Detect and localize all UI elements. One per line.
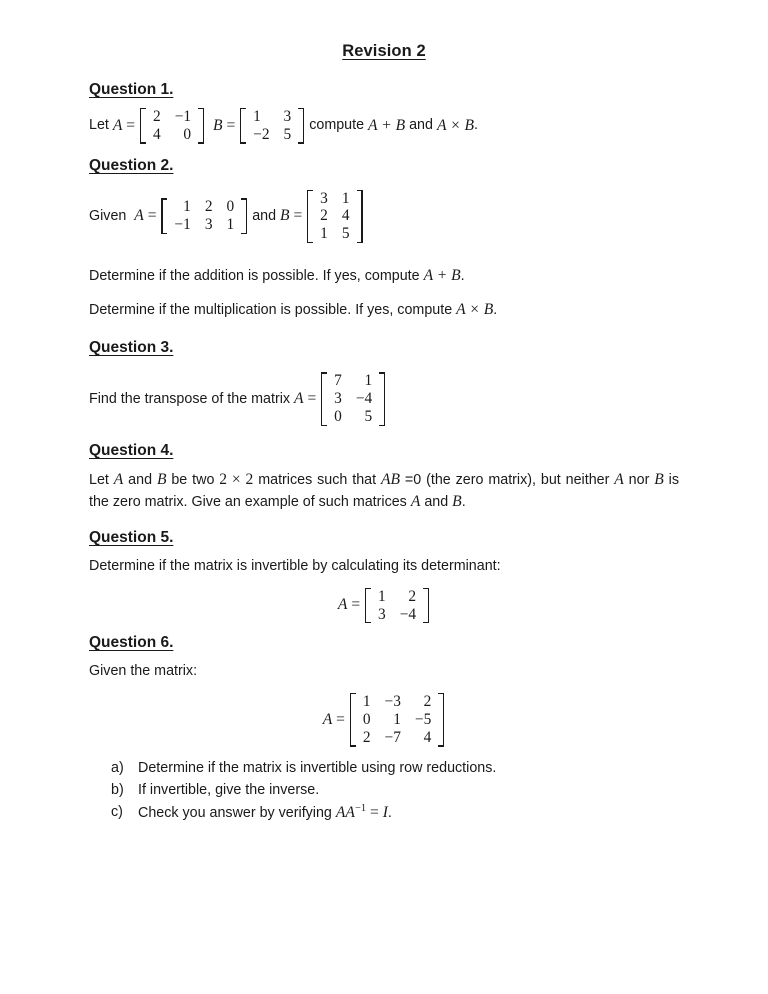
question-5-matrix-a <box>365 588 429 624</box>
matrix-row <box>327 372 379 390</box>
bracket-left-icon <box>307 190 313 244</box>
matrix-cell: 1 <box>183 198 191 216</box>
bracket-left-icon <box>161 198 167 234</box>
matrix-row <box>246 126 298 144</box>
bracket-left-icon <box>140 108 146 144</box>
matrix-cell: 0 <box>362 710 371 728</box>
question-2-heading <box>89 156 679 177</box>
q4-dimension: 2 × 2 <box>219 470 254 488</box>
q4-var-b2: B <box>654 470 664 488</box>
question-6-equals: = <box>332 710 349 728</box>
page-title: Revision 2 <box>342 42 426 60</box>
question-2-equation <box>89 190 679 244</box>
question-2-heading-text: Question 2. <box>89 156 174 174</box>
matrix-cell: 0 <box>226 198 235 216</box>
matrix-cell: −4 <box>399 605 417 623</box>
question-1-tail-3: . <box>474 117 479 134</box>
question-1-tail-1: compute <box>305 117 369 134</box>
bracket-left-icon <box>365 588 371 624</box>
question-1-tail-2: and <box>405 117 437 134</box>
matrix-cell: 1 <box>320 225 328 243</box>
matrix-row <box>146 126 198 144</box>
question-1-gap <box>205 116 213 135</box>
list-item <box>111 757 679 779</box>
matrix-row <box>167 216 241 234</box>
question-2-addition-line <box>89 265 679 288</box>
question-4-heading <box>89 441 679 462</box>
bracket-left-icon <box>350 693 356 747</box>
matrix-row <box>313 207 356 225</box>
spacer <box>89 255 679 265</box>
matrix-cell: −3 <box>384 693 401 710</box>
question-1-matrix-a <box>140 108 204 144</box>
matrix-cell: 3 <box>320 189 328 207</box>
matrix-row <box>327 408 379 426</box>
q4-t2: and <box>123 471 157 488</box>
matrix-row <box>356 729 438 747</box>
matrix-cell: 5 <box>364 408 373 425</box>
question-2-matrix-a <box>161 198 247 234</box>
q4-var-a2: A <box>614 470 624 488</box>
question-6-matrix-a-rows <box>356 693 438 747</box>
matrix-cell: 2 <box>408 587 417 605</box>
matrix-row <box>167 198 241 216</box>
question-5-matrix-a-rows <box>371 588 423 624</box>
matrix-cell: 1 <box>226 216 235 234</box>
question-2-matrix-b-rows <box>313 190 356 244</box>
matrix-cell: 0 <box>183 125 192 143</box>
matrix-cell: 1 <box>341 189 350 207</box>
question-1-lead: Let <box>89 117 113 134</box>
matrix-cell: 2 <box>320 207 328 225</box>
list-item <box>111 779 679 801</box>
question-1-var-a: A <box>112 116 123 134</box>
question-1-expr-2: A × B <box>436 116 475 134</box>
question-6-lead: Given the matrix: <box>89 663 198 680</box>
q6c-expr-equals: = <box>366 803 383 821</box>
bracket-right-icon <box>198 108 204 144</box>
question-2-matrix-a-rows <box>167 198 241 234</box>
matrix-row <box>146 108 198 126</box>
matrix-cell: 1 <box>362 693 371 710</box>
matrix-cell: 2 <box>362 728 371 746</box>
q4-t1: Let <box>89 471 114 488</box>
question-2-addition-text: Determine if the addition is possible. If yes, compute <box>89 268 424 285</box>
question-3-lead: Find the transpose of the matrix <box>89 390 295 407</box>
question-1-heading <box>89 80 679 101</box>
question-3-var-a: A <box>294 389 304 407</box>
question-2-addition-expr: A + B <box>423 267 461 285</box>
matrix-cell: 3 <box>334 390 342 408</box>
q4-t6: nor <box>623 471 655 488</box>
q4-var-a3: A <box>410 493 421 511</box>
question-2-mid: and <box>248 208 281 225</box>
matrix-row <box>356 693 438 711</box>
q4-t9: . <box>461 494 466 511</box>
matrix-cell: 1 <box>393 710 401 728</box>
question-2-var-a: A <box>134 207 144 225</box>
matrix-cell: 0 <box>334 408 342 425</box>
question-2-lead: Given <box>89 208 135 225</box>
bracket-right-icon <box>298 108 304 144</box>
matrix-cell: 1 <box>253 107 261 125</box>
question-2-var-b: B <box>280 207 290 225</box>
question-1-heading-text: Question 1. <box>89 81 174 98</box>
question-2-equals-a: = <box>143 207 161 225</box>
matrix-cell: 3 <box>283 107 292 125</box>
q6c-expr-identity: I <box>382 803 388 821</box>
q4-t5: =0 (the zero matrix), but neither <box>400 471 615 488</box>
q4-t7: is the zero matrix. Give an example of such matrices <box>89 471 679 511</box>
bracket-right-icon <box>438 693 444 747</box>
q4-var-b: B <box>156 470 167 488</box>
question-3-matrix-a-rows <box>327 372 379 426</box>
question-5-equation <box>89 588 679 624</box>
question-2-multiplication-period: . <box>493 301 498 318</box>
bracket-left-icon <box>321 372 327 426</box>
matrix-row <box>313 225 356 243</box>
question-1-matrix-b <box>240 108 304 144</box>
q4-var-b3: B <box>452 493 462 511</box>
list-item-marker: c) <box>111 803 123 820</box>
list-item-marker: b) <box>111 781 124 798</box>
bracket-right-icon <box>357 190 363 244</box>
question-2-multiplication-expr: A × B <box>456 300 494 318</box>
question-3-equation <box>89 372 679 426</box>
question-5-lead: Determine if the matrix is invertible by calculating its determinant: <box>89 557 501 574</box>
matrix-cell: 4 <box>423 728 432 746</box>
question-2-multiplication-line <box>89 299 679 322</box>
q6c-expr-aa: AA <box>335 803 355 821</box>
matrix-row <box>356 711 438 729</box>
matrix-cell: 3 <box>204 216 213 234</box>
matrix-cell: 5 <box>283 125 292 143</box>
q4-product-ab: AB <box>380 470 401 488</box>
question-2-equals-b: = <box>289 207 307 225</box>
matrix-row <box>246 108 298 126</box>
matrix-cell: 4 <box>341 207 350 225</box>
question-6-heading-text: Question 6. <box>89 634 174 652</box>
question-6-equation <box>89 693 679 747</box>
matrix-cell: −4 <box>355 390 373 408</box>
question-5-equals: = <box>347 596 365 614</box>
q4-t3: be two <box>166 471 220 488</box>
question-5-var-a: A <box>337 596 348 614</box>
question-3-heading <box>89 338 679 359</box>
matrix-cell: 2 <box>423 693 432 710</box>
matrix-cell: 7 <box>334 372 342 390</box>
question-6-matrix-a <box>350 693 444 747</box>
matrix-cell: −7 <box>384 728 401 746</box>
question-1-var-b: B <box>213 116 223 134</box>
matrix-cell: 3 <box>378 605 386 623</box>
question-2-addition-period: . <box>460 268 465 285</box>
question-1-equation <box>89 108 679 144</box>
q6c-expr-period: . <box>387 804 392 821</box>
list-item <box>111 801 679 825</box>
question-3-heading-text: Question 3. <box>89 339 174 357</box>
matrix-row <box>327 390 379 408</box>
matrix-cell: 4 <box>152 125 161 143</box>
matrix-cell: −1 <box>174 107 192 125</box>
question-1-equals-b: = <box>222 116 240 134</box>
question-4-body <box>89 469 679 514</box>
question-1-expr-1: A + B <box>368 116 406 134</box>
question-1-matrix-b-rows <box>246 108 298 144</box>
matrix-row <box>371 588 423 606</box>
matrix-cell: 1 <box>378 587 386 605</box>
bracket-right-icon <box>423 588 429 624</box>
question-2-matrix-b <box>307 190 362 244</box>
question-5-heading-text: Question 5. <box>89 529 174 546</box>
question-6-sublist <box>89 757 679 825</box>
question-4-heading-text: Question 4. <box>89 441 174 459</box>
matrix-row <box>313 190 356 208</box>
matrix-cell: 2 <box>152 107 161 125</box>
matrix-cell: −5 <box>414 710 432 728</box>
question-6-var-a: A <box>322 710 333 728</box>
q4-t4: matrices such that <box>253 471 381 488</box>
matrix-cell: 2 <box>204 198 213 216</box>
question-1-matrix-a-rows <box>146 108 198 144</box>
question-3-equals: = <box>303 389 321 407</box>
q4-var-a: A <box>113 470 124 488</box>
list-item-label: If invertible, give the inverse. <box>138 781 320 798</box>
list-item-label: Check you answer by verifying <box>138 804 336 821</box>
question-3-matrix-a <box>321 372 385 426</box>
question-1-equals-a: = <box>122 116 139 134</box>
question-6-heading <box>89 633 679 654</box>
list-item-marker: a) <box>111 759 124 776</box>
question-5-heading <box>89 528 679 549</box>
bracket-right-icon <box>241 198 247 234</box>
matrix-cell: 1 <box>364 372 373 390</box>
bracket-right-icon <box>379 372 385 426</box>
matrix-row <box>371 606 423 624</box>
matrix-cell: 5 <box>341 225 350 243</box>
bracket-left-icon <box>240 108 246 144</box>
matrix-cell: −1 <box>174 216 191 234</box>
list-item-label: Determine if the matrix is invertible using row reductions. <box>138 759 497 776</box>
q6c-expr-exponent: −1 <box>354 803 367 815</box>
question-2-multiplication-text: Determine if the multiplication is possible. If yes, compute <box>89 301 457 318</box>
matrix-cell: −2 <box>253 125 270 143</box>
q4-t8: and <box>420 494 453 511</box>
